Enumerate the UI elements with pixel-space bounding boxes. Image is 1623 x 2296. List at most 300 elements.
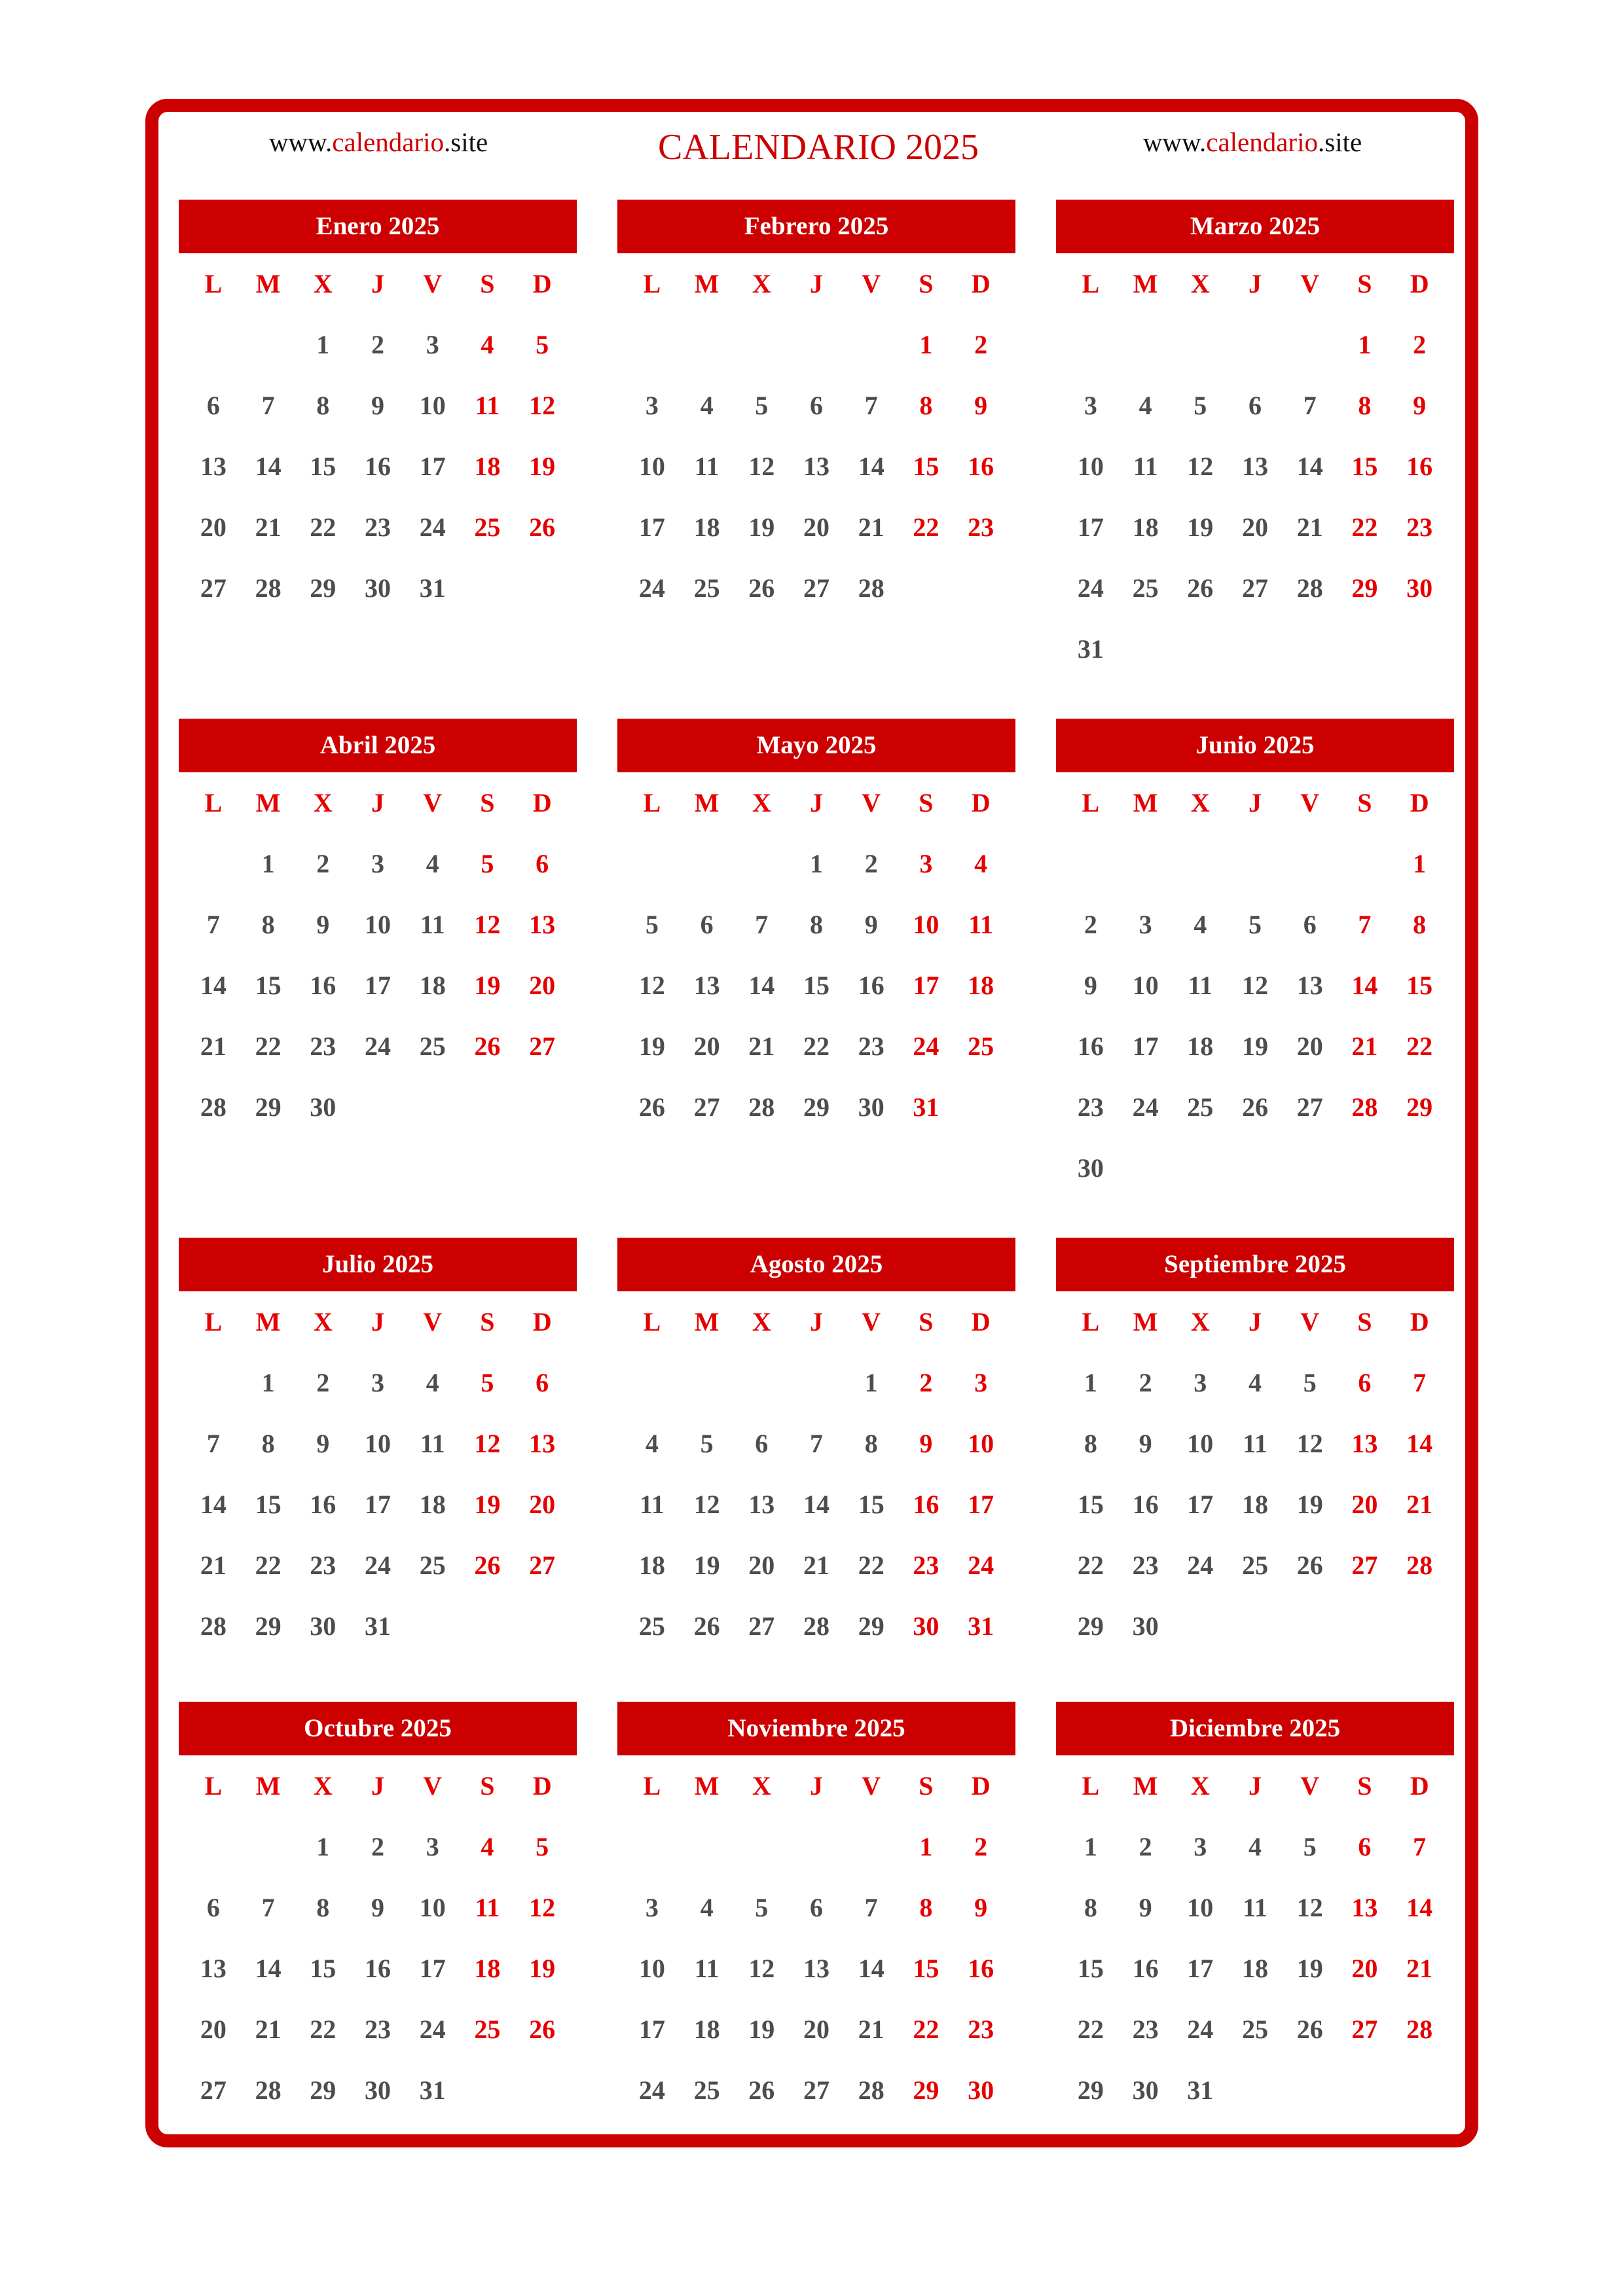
day-cell[interactable]: 11 <box>1243 1893 1267 1922</box>
weekend-day-cell[interactable]: 22 <box>913 2015 939 2044</box>
weekend-day-cell[interactable]: 20 <box>529 1490 556 1519</box>
day-cell[interactable]: 11 <box>1188 971 1213 1000</box>
day-cell[interactable]: 26 <box>638 1092 665 1122</box>
day-cell[interactable]: 21 <box>858 512 884 542</box>
day-cell[interactable]: 17 <box>638 512 665 542</box>
day-cell[interactable]: 17 <box>364 1490 391 1519</box>
day-cell[interactable]: 30 <box>364 2075 391 2105</box>
day-cell[interactable]: 18 <box>1132 512 1159 542</box>
day-cell[interactable]: 13 <box>803 1954 830 1983</box>
weekend-day-cell[interactable]: 26 <box>474 1551 501 1580</box>
day-cell[interactable]: 16 <box>1132 1490 1159 1519</box>
day-cell[interactable]: 18 <box>1241 1954 1268 1983</box>
weekend-day-cell[interactable]: 22 <box>1351 512 1378 542</box>
day-cell[interactable]: 7 <box>864 1893 878 1922</box>
day-cell[interactable]: 27 <box>748 1611 775 1641</box>
day-cell[interactable]: 10 <box>419 391 446 420</box>
day-cell[interactable]: 24 <box>638 2075 665 2105</box>
day-cell[interactable]: 5 <box>1303 1832 1317 1861</box>
day-cell[interactable]: 6 <box>809 391 823 420</box>
day-cell[interactable]: 14 <box>748 971 775 1000</box>
weekend-day-cell[interactable]: 27 <box>1351 1551 1378 1580</box>
day-cell[interactable]: 30 <box>858 1092 884 1122</box>
weekend-day-cell[interactable]: 28 <box>1351 1092 1378 1122</box>
day-cell[interactable]: 20 <box>1241 512 1268 542</box>
weekend-day-cell[interactable]: 15 <box>1351 452 1378 481</box>
weekend-day-cell[interactable]: 2 <box>919 1368 933 1397</box>
weekend-day-cell[interactable]: 23 <box>1406 512 1433 542</box>
day-cell[interactable]: 27 <box>1241 573 1268 603</box>
day-cell[interactable]: 29 <box>803 1092 830 1122</box>
day-cell[interactable]: 22 <box>1077 1551 1104 1580</box>
day-cell[interactable]: 14 <box>200 971 227 1000</box>
day-cell[interactable]: 16 <box>364 1954 391 1983</box>
day-cell[interactable]: 2 <box>864 849 878 878</box>
weekend-day-cell[interactable]: 16 <box>968 452 994 481</box>
weekend-day-cell[interactable]: 26 <box>474 1031 501 1061</box>
weekend-day-cell[interactable]: 31 <box>968 1611 994 1641</box>
day-cell[interactable]: 21 <box>803 1551 830 1580</box>
weekend-day-cell[interactable]: 1 <box>919 1832 933 1861</box>
day-cell[interactable]: 12 <box>693 1490 720 1519</box>
day-cell[interactable]: 18 <box>693 512 720 542</box>
day-cell[interactable]: 12 <box>748 1954 775 1983</box>
day-cell[interactable]: 15 <box>255 1490 282 1519</box>
weekend-day-cell[interactable]: 23 <box>913 1551 939 1580</box>
day-cell[interactable]: 12 <box>1187 452 1214 481</box>
day-cell[interactable]: 10 <box>638 452 665 481</box>
weekend-day-cell[interactable]: 3 <box>974 1368 988 1397</box>
day-cell[interactable]: 13 <box>1241 452 1268 481</box>
day-cell[interactable]: 24 <box>638 573 665 603</box>
day-cell[interactable]: 8 <box>316 1893 330 1922</box>
day-cell[interactable]: 15 <box>1077 1954 1104 1983</box>
day-cell[interactable]: 13 <box>803 452 830 481</box>
day-cell[interactable]: 1 <box>316 1832 330 1861</box>
day-cell[interactable]: 29 <box>255 1092 282 1122</box>
day-cell[interactable]: 25 <box>419 1031 446 1061</box>
weekend-day-cell[interactable]: 22 <box>1406 1031 1433 1061</box>
day-cell[interactable]: 3 <box>426 330 439 359</box>
day-cell[interactable]: 29 <box>858 1611 884 1641</box>
weekend-day-cell[interactable]: 18 <box>474 1954 501 1983</box>
day-cell[interactable]: 28 <box>858 2075 884 2105</box>
day-cell[interactable]: 23 <box>1132 1551 1159 1580</box>
day-cell[interactable]: 20 <box>200 512 227 542</box>
weekend-day-cell[interactable]: 29 <box>1351 573 1378 603</box>
day-cell[interactable]: 20 <box>803 512 830 542</box>
day-cell[interactable]: 27 <box>693 1092 720 1122</box>
weekend-day-cell[interactable]: 13 <box>529 910 556 939</box>
day-cell[interactable]: 3 <box>1084 391 1097 420</box>
weekend-day-cell[interactable]: 25 <box>474 512 501 542</box>
day-cell[interactable]: 10 <box>638 1954 665 1983</box>
day-cell[interactable]: 19 <box>748 2015 775 2044</box>
weekend-day-cell[interactable]: 1 <box>1358 330 1372 359</box>
day-cell[interactable]: 9 <box>864 910 878 939</box>
day-cell[interactable]: 1 <box>261 1368 275 1397</box>
weekend-day-cell[interactable]: 9 <box>974 1893 988 1922</box>
day-cell[interactable]: 23 <box>1077 1092 1104 1122</box>
day-cell[interactable]: 22 <box>310 512 337 542</box>
weekend-day-cell[interactable]: 12 <box>529 391 556 420</box>
day-cell[interactable]: 15 <box>310 1954 337 1983</box>
weekend-day-cell[interactable]: 2 <box>974 1832 988 1861</box>
day-cell[interactable]: 2 <box>371 1832 384 1861</box>
day-cell[interactable]: 6 <box>206 391 220 420</box>
weekend-day-cell[interactable]: 4 <box>481 330 494 359</box>
weekend-day-cell[interactable]: 16 <box>913 1490 939 1519</box>
day-cell[interactable]: 31 <box>419 2075 446 2105</box>
day-cell[interactable]: 11 <box>639 1490 665 1519</box>
day-cell[interactable]: 2 <box>371 330 384 359</box>
day-cell[interactable]: 19 <box>638 1031 665 1061</box>
weekend-day-cell[interactable]: 29 <box>1406 1092 1433 1122</box>
day-cell[interactable]: 25 <box>1241 1551 1268 1580</box>
day-cell[interactable]: 13 <box>200 1954 227 1983</box>
day-cell[interactable]: 25 <box>693 2075 720 2105</box>
weekend-day-cell[interactable]: 9 <box>919 1429 933 1458</box>
day-cell[interactable]: 17 <box>1077 512 1104 542</box>
day-cell[interactable]: 7 <box>864 391 878 420</box>
day-cell[interactable]: 10 <box>364 910 391 939</box>
day-cell[interactable]: 8 <box>316 391 330 420</box>
day-cell[interactable]: 19 <box>1296 1490 1323 1519</box>
weekend-day-cell[interactable]: 21 <box>1406 1954 1433 1983</box>
weekend-day-cell[interactable]: 24 <box>913 1031 939 1061</box>
day-cell[interactable]: 11 <box>1243 1429 1267 1458</box>
day-cell[interactable]: 3 <box>371 849 384 878</box>
day-cell[interactable]: 21 <box>1296 512 1323 542</box>
weekend-day-cell[interactable]: 16 <box>968 1954 994 1983</box>
day-cell[interactable]: 21 <box>748 1031 775 1061</box>
day-cell[interactable]: 5 <box>1194 391 1207 420</box>
day-cell[interactable]: 6 <box>206 1893 220 1922</box>
day-cell[interactable]: 19 <box>693 1551 720 1580</box>
day-cell[interactable]: 14 <box>803 1490 830 1519</box>
day-cell[interactable]: 29 <box>1077 1611 1104 1641</box>
day-cell[interactable]: 21 <box>255 2015 282 2044</box>
weekend-day-cell[interactable]: 6 <box>1358 1368 1372 1397</box>
day-cell[interactable]: 8 <box>261 910 275 939</box>
day-cell[interactable]: 1 <box>261 849 275 878</box>
day-cell[interactable]: 18 <box>638 1551 665 1580</box>
day-cell[interactable]: 12 <box>748 452 775 481</box>
day-cell[interactable]: 6 <box>700 910 714 939</box>
day-cell[interactable]: 24 <box>1187 1551 1214 1580</box>
day-cell[interactable]: 5 <box>700 1429 714 1458</box>
day-cell[interactable]: 19 <box>1296 1954 1323 1983</box>
day-cell[interactable]: 22 <box>255 1551 282 1580</box>
day-cell[interactable]: 6 <box>1248 391 1262 420</box>
day-cell[interactable]: 7 <box>261 1893 275 1922</box>
day-cell[interactable]: 15 <box>1077 1490 1104 1519</box>
day-cell[interactable]: 4 <box>700 391 714 420</box>
day-cell[interactable]: 10 <box>1077 452 1104 481</box>
day-cell[interactable]: 12 <box>1241 971 1268 1000</box>
day-cell[interactable]: 9 <box>316 1429 330 1458</box>
day-cell[interactable]: 16 <box>364 452 391 481</box>
weekend-day-cell[interactable]: 12 <box>529 1893 556 1922</box>
day-cell[interactable]: 10 <box>1187 1893 1214 1922</box>
day-cell[interactable]: 11 <box>694 452 720 481</box>
day-cell[interactable]: 31 <box>1077 634 1104 664</box>
weekend-day-cell[interactable]: 14 <box>1351 971 1378 1000</box>
weekend-day-cell[interactable]: 5 <box>536 330 549 359</box>
day-cell[interactable]: 4 <box>1248 1368 1262 1397</box>
day-cell[interactable]: 13 <box>748 1490 775 1519</box>
day-cell[interactable]: 26 <box>1241 1092 1268 1122</box>
day-cell[interactable]: 18 <box>419 971 446 1000</box>
day-cell[interactable]: 14 <box>1296 452 1323 481</box>
weekend-day-cell[interactable]: 4 <box>974 849 988 878</box>
weekend-day-cell[interactable]: 30 <box>1406 573 1433 603</box>
weekend-day-cell[interactable]: 15 <box>1406 971 1433 1000</box>
day-cell[interactable]: 17 <box>1187 1490 1214 1519</box>
day-cell[interactable]: 9 <box>371 1893 384 1922</box>
day-cell[interactable]: 11 <box>1133 452 1158 481</box>
day-cell[interactable]: 26 <box>1187 573 1214 603</box>
weekend-day-cell[interactable]: 5 <box>481 1368 494 1397</box>
day-cell[interactable]: 18 <box>693 2015 720 2044</box>
weekend-day-cell[interactable]: 26 <box>529 2015 556 2044</box>
weekend-day-cell[interactable]: 6 <box>1358 1832 1372 1861</box>
weekend-day-cell[interactable]: 12 <box>474 1429 501 1458</box>
day-cell[interactable]: 14 <box>200 1490 227 1519</box>
day-cell[interactable]: 10 <box>1187 1429 1214 1458</box>
day-cell[interactable]: 18 <box>1241 1490 1268 1519</box>
day-cell[interactable]: 9 <box>1084 971 1097 1000</box>
day-cell[interactable]: 8 <box>809 910 823 939</box>
day-cell[interactable]: 22 <box>1077 2015 1104 2044</box>
day-cell[interactable]: 5 <box>755 1893 769 1922</box>
day-cell[interactable]: 3 <box>645 391 659 420</box>
weekend-day-cell[interactable]: 25 <box>968 1031 994 1061</box>
day-cell[interactable]: 11 <box>420 910 445 939</box>
day-cell[interactable]: 17 <box>419 452 446 481</box>
day-cell[interactable]: 25 <box>1241 2015 1268 2044</box>
day-cell[interactable]: 27 <box>200 2075 227 2105</box>
day-cell[interactable]: 4 <box>426 849 439 878</box>
day-cell[interactable]: 27 <box>200 573 227 603</box>
day-cell[interactable]: 1 <box>809 849 823 878</box>
day-cell[interactable]: 22 <box>858 1551 884 1580</box>
weekend-day-cell[interactable]: 11 <box>475 1893 500 1922</box>
day-cell[interactable]: 26 <box>693 1611 720 1641</box>
day-cell[interactable]: 17 <box>1187 1954 1214 1983</box>
day-cell[interactable]: 28 <box>1296 573 1323 603</box>
day-cell[interactable]: 20 <box>748 1551 775 1580</box>
day-cell[interactable]: 3 <box>371 1368 384 1397</box>
weekend-day-cell[interactable]: 12 <box>474 910 501 939</box>
weekend-day-cell[interactable]: 20 <box>1351 1490 1378 1519</box>
day-cell[interactable]: 12 <box>638 971 665 1000</box>
day-cell[interactable]: 29 <box>310 2075 337 2105</box>
day-cell[interactable]: 22 <box>803 1031 830 1061</box>
weekend-day-cell[interactable]: 30 <box>968 2075 994 2105</box>
day-cell[interactable]: 21 <box>255 512 282 542</box>
day-cell[interactable]: 24 <box>419 2015 446 2044</box>
day-cell[interactable]: 30 <box>1132 1611 1159 1641</box>
weekend-day-cell[interactable]: 3 <box>919 849 933 878</box>
day-cell[interactable]: 28 <box>200 1611 227 1641</box>
day-cell[interactable]: 3 <box>1139 910 1152 939</box>
weekend-day-cell[interactable]: 28 <box>1406 2015 1433 2044</box>
day-cell[interactable]: 7 <box>261 391 275 420</box>
day-cell[interactable]: 7 <box>206 910 220 939</box>
day-cell[interactable]: 3 <box>1194 1832 1207 1861</box>
day-cell[interactable]: 6 <box>809 1893 823 1922</box>
day-cell[interactable]: 23 <box>310 1551 337 1580</box>
day-cell[interactable]: 24 <box>419 512 446 542</box>
day-cell[interactable]: 14 <box>255 1954 282 1983</box>
weekend-day-cell[interactable]: 16 <box>1406 452 1433 481</box>
day-cell[interactable]: 16 <box>1132 1954 1159 1983</box>
day-cell[interactable]: 1 <box>316 330 330 359</box>
day-cell[interactable]: 17 <box>638 2015 665 2044</box>
weekend-day-cell[interactable]: 8 <box>919 391 933 420</box>
weekend-day-cell[interactable]: 9 <box>1413 391 1427 420</box>
weekend-day-cell[interactable]: 28 <box>1406 1551 1433 1580</box>
day-cell[interactable]: 25 <box>419 1551 446 1580</box>
weekend-day-cell[interactable]: 31 <box>913 1092 939 1122</box>
day-cell[interactable]: 20 <box>693 1031 720 1061</box>
day-cell[interactable]: 19 <box>1241 1031 1268 1061</box>
day-cell[interactable]: 21 <box>858 2015 884 2044</box>
day-cell[interactable]: 25 <box>693 573 720 603</box>
day-cell[interactable]: 29 <box>310 573 337 603</box>
day-cell[interactable]: 31 <box>364 1611 391 1641</box>
weekend-day-cell[interactable]: 23 <box>968 2015 994 2044</box>
day-cell[interactable]: 2 <box>1139 1832 1152 1861</box>
weekend-day-cell[interactable]: 9 <box>974 391 988 420</box>
weekend-day-cell[interactable]: 19 <box>529 452 556 481</box>
day-cell[interactable]: 9 <box>1139 1893 1152 1922</box>
weekend-day-cell[interactable]: 10 <box>913 910 939 939</box>
weekend-day-cell[interactable]: 2 <box>1413 330 1427 359</box>
day-cell[interactable]: 22 <box>255 1031 282 1061</box>
day-cell[interactable]: 15 <box>310 452 337 481</box>
day-cell[interactable]: 12 <box>1296 1429 1323 1458</box>
day-cell[interactable]: 30 <box>310 1092 337 1122</box>
day-cell[interactable]: 9 <box>371 391 384 420</box>
weekend-day-cell[interactable]: 21 <box>1351 1031 1378 1061</box>
day-cell[interactable]: 25 <box>1132 573 1159 603</box>
day-cell[interactable]: 24 <box>1132 1092 1159 1122</box>
day-cell[interactable]: 4 <box>1248 1832 1262 1861</box>
weekend-day-cell[interactable]: 2 <box>974 330 988 359</box>
day-cell[interactable]: 24 <box>364 1551 391 1580</box>
weekend-day-cell[interactable]: 29 <box>913 2075 939 2105</box>
day-cell[interactable]: 10 <box>1132 971 1159 1000</box>
day-cell[interactable]: 27 <box>803 2075 830 2105</box>
weekend-day-cell[interactable]: 21 <box>1406 1490 1433 1519</box>
day-cell[interactable]: 26 <box>748 2075 775 2105</box>
weekend-day-cell[interactable]: 14 <box>1406 1893 1433 1922</box>
weekend-day-cell[interactable]: 27 <box>1351 2015 1378 2044</box>
day-cell[interactable]: 2 <box>316 1368 330 1397</box>
day-cell[interactable]: 19 <box>748 512 775 542</box>
weekend-day-cell[interactable]: 19 <box>529 1954 556 1983</box>
day-cell[interactable]: 5 <box>755 391 769 420</box>
day-cell[interactable]: 9 <box>316 910 330 939</box>
day-cell[interactable]: 23 <box>364 512 391 542</box>
weekend-day-cell[interactable]: 20 <box>1351 1954 1378 1983</box>
day-cell[interactable]: 24 <box>1187 2015 1214 2044</box>
day-cell[interactable]: 3 <box>1194 1368 1207 1397</box>
day-cell[interactable]: 25 <box>638 1611 665 1641</box>
weekend-day-cell[interactable]: 13 <box>529 1429 556 1458</box>
weekend-day-cell[interactable]: 18 <box>474 452 501 481</box>
day-cell[interactable]: 29 <box>255 1611 282 1641</box>
day-cell[interactable]: 10 <box>364 1429 391 1458</box>
weekend-day-cell[interactable]: 1 <box>919 330 933 359</box>
weekend-day-cell[interactable]: 25 <box>474 2015 501 2044</box>
day-cell[interactable]: 17 <box>364 971 391 1000</box>
day-cell[interactable]: 7 <box>206 1429 220 1458</box>
day-cell[interactable]: 16 <box>858 971 884 1000</box>
weekend-day-cell[interactable]: 26 <box>529 512 556 542</box>
day-cell[interactable]: 13 <box>693 971 720 1000</box>
day-cell[interactable]: 7 <box>755 910 769 939</box>
day-cell[interactable]: 27 <box>803 573 830 603</box>
weekend-day-cell[interactable]: 1 <box>1413 849 1427 878</box>
day-cell[interactable]: 4 <box>1139 391 1152 420</box>
day-cell[interactable]: 1 <box>1084 1832 1097 1861</box>
day-cell[interactable]: 30 <box>1132 2075 1159 2105</box>
day-cell[interactable]: 15 <box>803 971 830 1000</box>
weekend-day-cell[interactable]: 19 <box>474 1490 501 1519</box>
day-cell[interactable]: 23 <box>364 2015 391 2044</box>
weekend-day-cell[interactable]: 6 <box>536 1368 549 1397</box>
day-cell[interactable]: 4 <box>1194 910 1207 939</box>
day-cell[interactable]: 16 <box>310 971 337 1000</box>
day-cell[interactable]: 30 <box>1077 1153 1104 1183</box>
day-cell[interactable]: 1 <box>864 1368 878 1397</box>
weekend-day-cell[interactable]: 5 <box>481 849 494 878</box>
day-cell[interactable]: 3 <box>645 1893 659 1922</box>
day-cell[interactable]: 28 <box>803 1611 830 1641</box>
day-cell[interactable]: 6 <box>1303 910 1317 939</box>
day-cell[interactable]: 27 <box>1296 1092 1323 1122</box>
weekend-day-cell[interactable]: 8 <box>1358 391 1372 420</box>
day-cell[interactable]: 28 <box>858 573 884 603</box>
weekend-day-cell[interactable]: 8 <box>1413 910 1427 939</box>
day-cell[interactable]: 18 <box>419 1490 446 1519</box>
day-cell[interactable]: 25 <box>1187 1092 1214 1122</box>
day-cell[interactable]: 5 <box>1303 1368 1317 1397</box>
weekend-day-cell[interactable]: 14 <box>1406 1429 1433 1458</box>
day-cell[interactable]: 8 <box>1084 1429 1097 1458</box>
weekend-day-cell[interactable]: 30 <box>913 1611 939 1641</box>
weekend-day-cell[interactable]: 18 <box>968 971 994 1000</box>
day-cell[interactable]: 14 <box>858 452 884 481</box>
day-cell[interactable]: 26 <box>1296 2015 1323 2044</box>
weekend-day-cell[interactable]: 13 <box>1351 1893 1378 1922</box>
day-cell[interactable]: 20 <box>1296 1031 1323 1061</box>
day-cell[interactable]: 17 <box>419 1954 446 1983</box>
weekend-day-cell[interactable]: 15 <box>913 1954 939 1983</box>
day-cell[interactable]: 17 <box>1132 1031 1159 1061</box>
day-cell[interactable]: 30 <box>364 573 391 603</box>
day-cell[interactable]: 16 <box>1077 1031 1104 1061</box>
day-cell[interactable]: 14 <box>255 452 282 481</box>
weekend-day-cell[interactable]: 15 <box>913 452 939 481</box>
day-cell[interactable]: 30 <box>310 1611 337 1641</box>
day-cell[interactable]: 4 <box>645 1429 659 1458</box>
day-cell[interactable]: 13 <box>1296 971 1323 1000</box>
day-cell[interactable]: 24 <box>364 1031 391 1061</box>
